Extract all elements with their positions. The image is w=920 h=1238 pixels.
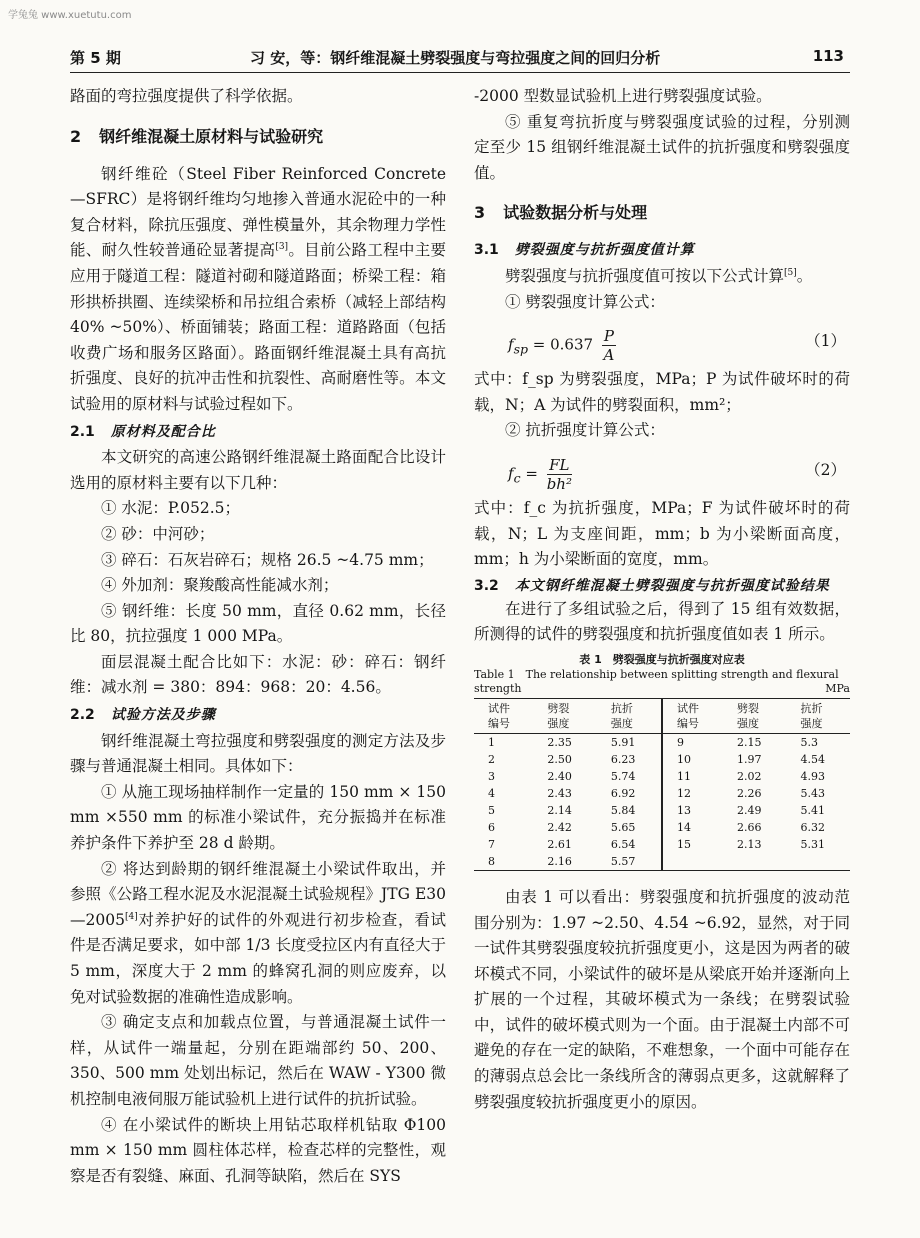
fraction xyxy=(602,327,616,364)
subsection-number: 2.2 xyxy=(70,707,95,724)
table-row xyxy=(474,785,850,802)
citation: [3] xyxy=(275,242,289,253)
table-cell: 2.35 xyxy=(547,735,572,749)
text: 。目前公路工程中主要应用于隧道工程：隧道衬砌和隧道路面；桥梁工程：箱形拱桥拱圈、连续梁桥和吊拉组合索桥（减轻上部结构 40% ~50%）、桥面铺装；路面工程：道路路面（包括收费广场和服务区路面）。路面钢纤维混凝土具有高抗折强度、良好的抗冲击性和抗裂性、高耐磨性等。本文试验用的原材料与试验过程如下。 xyxy=(70,241,446,413)
table-cell: 5.43 xyxy=(800,786,825,800)
column-header: 试件 编号 xyxy=(662,698,723,733)
text: 劈裂强度与抗折强度值可按以下公式计算 xyxy=(505,266,785,285)
table-cell: 1 xyxy=(488,735,495,749)
table-row xyxy=(474,853,850,871)
text: 。 xyxy=(796,266,813,285)
formula-label: ① 劈裂强度计算公式： xyxy=(505,292,665,311)
paragraph xyxy=(474,264,850,290)
table-cell: 4.54 xyxy=(800,752,825,766)
table-row xyxy=(474,768,850,785)
list-item xyxy=(70,857,446,1011)
column-header: 试件 编号 xyxy=(474,698,533,733)
table-cell: 2.13 xyxy=(736,837,762,851)
paragraph: 钢纤维混凝土弯拉强度和劈裂强度的测定方法及步骤与普通混凝土相同。具体如下： xyxy=(70,731,446,776)
table-cell: 5.74 xyxy=(597,768,662,785)
table-cell: 3 xyxy=(488,769,495,783)
table-cell: 12 xyxy=(676,786,691,800)
subsection-title: 原材料及配合比 xyxy=(110,423,216,440)
subsection-number: 2.1 xyxy=(70,423,95,440)
subsection-heading xyxy=(70,420,446,446)
column-header: 劈裂 强度 xyxy=(533,698,596,733)
table-cell: 2.42 xyxy=(547,820,572,834)
table-caption: 表 1 劈裂强度与抗折强度对应表 xyxy=(579,652,745,666)
table-cell: 6 xyxy=(488,820,495,834)
list-item: ④ 外加剂：聚羧酸高性能减水剂； xyxy=(101,576,339,595)
list-item: ② 砂：中河砂； xyxy=(101,524,215,543)
section-number: 3 xyxy=(474,203,486,223)
formula-label: ② 抗折强度计算公式： xyxy=(505,421,665,440)
table-cell: 2.40 xyxy=(547,769,572,783)
equation-number: （1） xyxy=(805,332,846,351)
list-item: ① 水泥：P.052.5； xyxy=(101,499,241,518)
caption-text: Table 1 The relationship between splitting strength and flexural strength xyxy=(474,667,839,695)
table-header-row xyxy=(474,698,850,733)
table-cell: 5.65 xyxy=(597,819,662,836)
text: 钢纤维砼（Steel Fiber Reinforced Concrete—SFRC）是将钢纤维均匀地掺入普通水泥砼中的一种复合材料，除抗压强度、弹性模量外，其余物理力学性能、耐久性较普通砼显著提高 xyxy=(70,164,446,260)
table-cell: 4.93 xyxy=(800,769,825,783)
table-cell: 2.49 xyxy=(736,803,762,817)
table-row xyxy=(474,836,850,853)
subsection-title: 试验方法及步骤 xyxy=(110,707,216,724)
symbol: f xyxy=(508,335,514,354)
text: 对养护好的试件的外观进行初步检查，看试件是否满足要求，如中部 1/3 长度受拉区内有直径大于 5 mm，深度大于 2 mm 的蜂窝孔洞的则应废弃，以免对试验数据的准确性造成影响。 xyxy=(70,910,446,1006)
table-cell: 5.91 xyxy=(597,733,662,751)
subsection-number: 3.2 xyxy=(474,577,499,594)
table-cell xyxy=(786,853,850,871)
formula-expression xyxy=(508,327,616,364)
table-cell: 13 xyxy=(676,803,691,817)
paragraph: -2000 型数显试验机上进行劈裂强度试验。 xyxy=(474,87,772,105)
subscript: c xyxy=(513,470,521,486)
formula-2 xyxy=(474,444,850,496)
page-number: 113 xyxy=(812,47,844,65)
table-cell: 11 xyxy=(676,769,691,783)
paragraph xyxy=(70,162,446,418)
table-cell: 9 xyxy=(676,735,684,749)
fraction xyxy=(547,456,572,493)
subscript: sp xyxy=(513,341,528,357)
table-cell: 2.43 xyxy=(547,786,572,800)
table-cell: 6.23 xyxy=(597,751,662,768)
subsection-title: 本文钢纤维混凝土劈裂强度与抗折强度试验结果 xyxy=(514,577,830,594)
table-cell: 5.31 xyxy=(800,837,825,851)
paragraph: 路面的弯拉强度提供了科学依据。 xyxy=(70,87,303,105)
table-cell: 2 xyxy=(488,752,495,766)
table-row xyxy=(474,802,850,819)
table-row xyxy=(474,733,850,751)
table-cell: 7 xyxy=(488,837,495,851)
table-caption-en xyxy=(474,668,850,696)
column-header: 抗折 强度 xyxy=(786,698,850,733)
formula-expression xyxy=(508,456,572,493)
equation-number: （2） xyxy=(805,460,846,479)
list-item: ④ 在小梁试件的断块上用钻芯取样机钻取 Φ100 mm × 150 mm 圆柱体芯样，检查芯样的完整性，观察是否有裂缝、麻面、孔洞等缺陷，然后在 SYS xyxy=(70,1115,446,1185)
denominator: bh² xyxy=(546,474,572,493)
table-row xyxy=(474,819,850,836)
equals-sign: = xyxy=(520,464,543,483)
paragraph: 式中：f_c 为抗折强度，MPa；F 为试件破坏时的荷载，N；L 为支座间距，mm；b 为小梁断面高度，mm；h 为小梁断面的宽度，mm。 xyxy=(474,498,850,569)
table-cell: 2.50 xyxy=(547,752,572,766)
table-cell: 2.15 xyxy=(736,735,762,749)
citation: [4] xyxy=(124,911,138,922)
denominator: A xyxy=(603,346,615,365)
table-cell: 15 xyxy=(676,837,691,851)
list-item: ① 从施工现场抽样制作一定量的 150 mm × 150 mm ×550 mm 的标准小梁试件，充分振捣并在标准养护条件下养护至 28 d 龄期。 xyxy=(70,782,446,853)
paragraph: 在进行了多组试验之后，得到了 15 组有效数据，所测得的试件的劈裂强度和抗折强度值如表 1 所示。 xyxy=(474,599,850,644)
table-cell: 2.61 xyxy=(547,837,572,851)
table-cell: 4 xyxy=(488,786,495,800)
numerator: P xyxy=(603,327,614,346)
paragraph: 由表 1 可以看出：劈裂强度和抗折强度的波动范围分别为：1.97 ~2.50、4.54 ~6.92，显然，对于同一试件其劈裂强度较抗折强度更小，这是因为两者的破坏模式不同，小梁试件的破坏是从梁底开始并逐渐向上扩展的一个过程，其破坏模式为一条线；在劈裂试验中，试件的破坏模式则为一个面。由于混凝土内部不可避免的存在一定的缺陷，不难想象，一个面中可能存在的薄弱点总会比一条线所含的薄弱点更多，这就解释了劈裂强度较抗折强度更小的原因。 xyxy=(474,887,850,1111)
table-cell: 2.02 xyxy=(736,769,762,783)
table-cell xyxy=(723,853,786,871)
running-header xyxy=(70,44,850,73)
section-heading xyxy=(70,124,446,150)
table-cell: 2.26 xyxy=(736,786,762,800)
subsection-number: 3.1 xyxy=(474,242,499,259)
table-row xyxy=(474,751,850,768)
table-cell: 6.54 xyxy=(597,836,662,853)
table-unit: MPa xyxy=(825,681,850,695)
site-watermark: 学兔兔 www.xuetutu.com xyxy=(8,10,132,21)
section-title: 钢纤维混凝土原材料与试验研究 xyxy=(99,126,324,146)
column-header: 劈裂 强度 xyxy=(723,698,786,733)
section-heading xyxy=(474,200,850,226)
symbol: f xyxy=(508,464,514,483)
text: ② 将达到龄期的钢纤维混凝土小梁试件取出，并参照《公路工程水泥及水泥混凝土试验规程》JTG E30—2005 xyxy=(70,859,446,929)
subsection-heading xyxy=(70,703,446,729)
list-item: ③ 确定支点和加载点位置，与普通混凝土试件一样，从试件一端量起，分别在距端部约 50、200、350、500 mm 处划出标记，然后在 WAW - Y300 微机控制电液伺服万能试验机上进行试件的抗折试验。 xyxy=(70,1013,446,1108)
header-title: 习 安，等：钢纤维混凝土劈裂强度与弯拉强度之间的回归分析 xyxy=(250,49,661,67)
column-header: 抗折 强度 xyxy=(597,698,662,733)
paragraph: 本文研究的高速公路钢纤维混凝土路面配合比设计选用的原材料主要有以下几种： xyxy=(70,448,446,492)
table-cell: 1.97 xyxy=(736,752,762,766)
table-cell: 5.84 xyxy=(597,802,662,819)
table-cell: 2.16 xyxy=(547,854,572,868)
subsection-title: 劈裂强度与抗折强度值计算 xyxy=(514,242,695,259)
table-cell: 2.14 xyxy=(547,803,572,817)
formula-1 xyxy=(474,315,850,367)
list-item: ⑤ 钢纤维：长度 50 mm，直径 0.62 mm，长径比 80，抗拉强度 1 000 MPa。 xyxy=(70,601,446,646)
table-cell: 5 xyxy=(488,803,495,817)
table-cell: 14 xyxy=(676,820,691,834)
table-cell: 2.66 xyxy=(736,820,762,834)
issue-label: 第 5 期 xyxy=(70,49,121,67)
paragraph: 式中：f_sp 为劈裂强度，MPa；P 为试件破坏时的荷载，N；A 为试件的劈裂面积，mm²； xyxy=(474,370,850,414)
paragraph: 面层混凝土配合比如下：水泥：砂：碎石：钢纤维：减水剂 = 380：894：968：20：4.56。 xyxy=(70,652,446,697)
table-cell xyxy=(662,853,723,871)
citation: [5] xyxy=(784,267,797,278)
section-number: 2 xyxy=(70,126,82,146)
coefficient: = 0.637 xyxy=(527,335,598,354)
table-cell: 8 xyxy=(488,854,495,868)
list-item: ⑤ 重复弯抗折度与劈裂强度试验的过程，分别测定至少 15 组钢纤维混凝土试件的抗折强度和劈裂强度值。 xyxy=(474,112,850,182)
data-table xyxy=(474,698,850,871)
subsection-heading xyxy=(474,238,850,264)
list-item: ③ 碎石：石灰岩碎石；规格 26.5 ~4.75 mm； xyxy=(101,550,434,569)
table-cell: 6.92 xyxy=(597,785,662,802)
table-cell: 5.3 xyxy=(800,735,818,749)
table-cell: 6.32 xyxy=(800,820,825,834)
table-cell: 5.57 xyxy=(597,853,662,871)
left-column xyxy=(70,84,446,1189)
right-column xyxy=(474,84,850,1115)
table-cell: 5.41 xyxy=(800,803,825,817)
table-cell: 10 xyxy=(676,752,691,766)
subsection-heading xyxy=(474,575,850,597)
numerator: FL xyxy=(547,456,572,475)
section-title: 试验数据分析与处理 xyxy=(503,203,648,223)
